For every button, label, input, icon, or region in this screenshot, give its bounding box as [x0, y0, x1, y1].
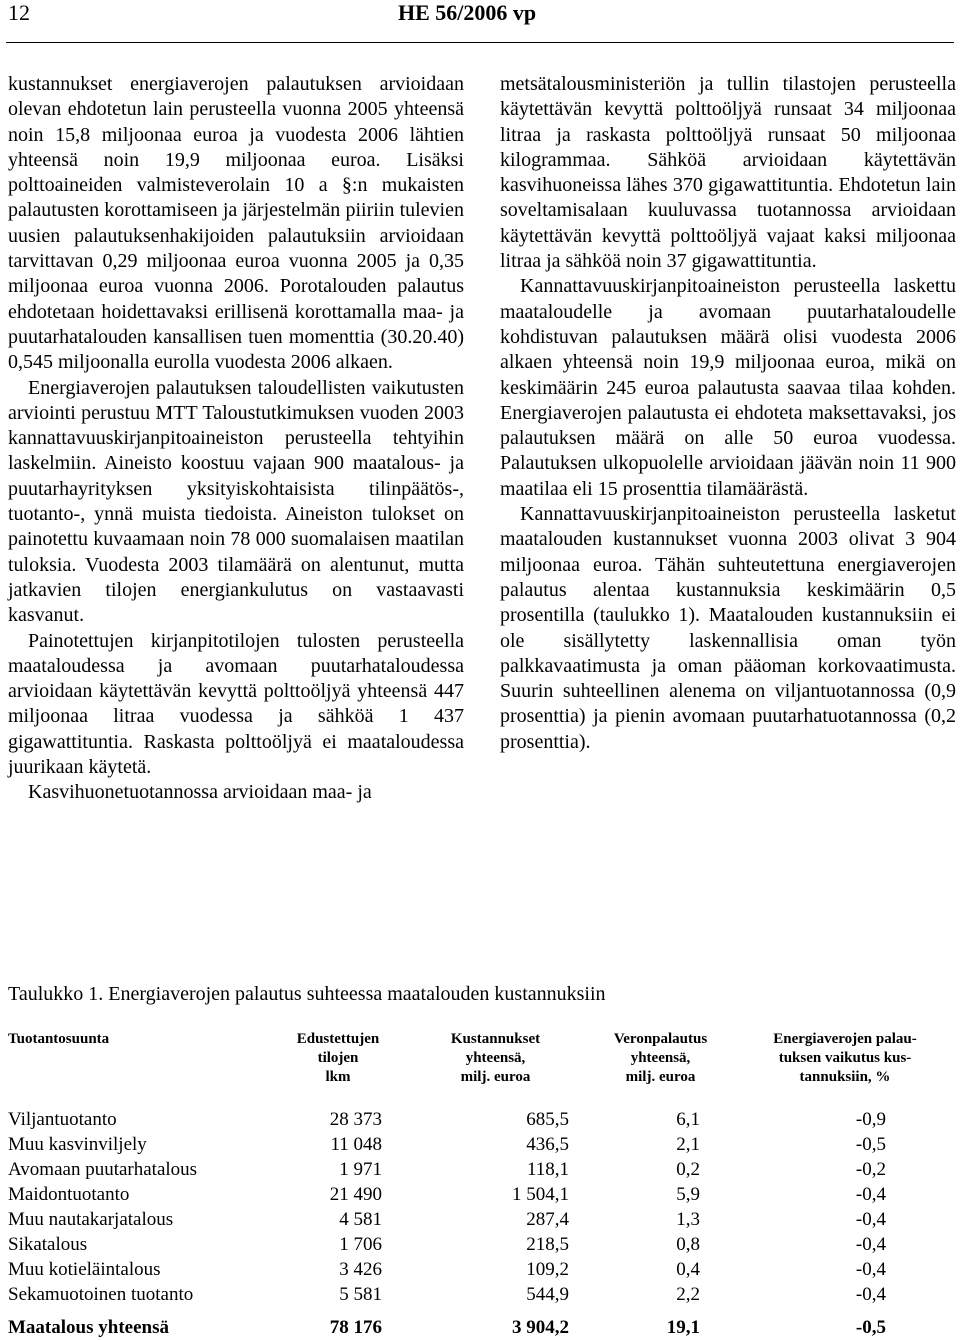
table-cell: 19,1	[666, 1317, 700, 1338]
column-header: Veronpalautus yhteensä, milj. euroa	[613, 1031, 708, 1085]
column-header: Kustannukset yhteensä, milj. euroa	[450, 1031, 541, 1085]
row-label: Sekamuotoinen tuotanto	[8, 1284, 194, 1305]
row-label: Sikatalous	[8, 1234, 88, 1255]
table-row	[8, 1182, 952, 1207]
row-label: Maidontuotanto	[8, 1184, 130, 1205]
page-header	[0, 0, 960, 50]
table-cell: 5,9	[676, 1184, 700, 1205]
table-cell: -0,4	[855, 1259, 886, 1280]
paragraph: Kannattavuuskirjanpitoaineiston perusteella lasketut maatalouden kustannukset vuonna 2003 olivat 3 904 miljoonaa euroa. Tähän suhteutettuna energiaverojen palautus alentaa kustannuksia keskimäärin 0,5 prosentilla (taulukko 1). Maatalouden kustannuksiin ei ole sisällytetty laskennallisia oman työn palkkavaatimusta ja oman pääoman korkovaatimusta. Suurin suhteellinen alenema on viljantuotannossa (0,9 prosenttia) ja pienin avomaan puutarhatuotannossa (0,2 prosenttia).	[500, 503, 956, 753]
table-caption: Taulukko 1. Energiaverojen palautus suhteessa maatalouden kustannuksiin	[8, 983, 606, 1005]
table-cell: 28 373	[329, 1109, 382, 1130]
table-cell: -0,2	[855, 1159, 886, 1180]
table-cell: -0,5	[855, 1134, 886, 1155]
table-cell: 2,2	[676, 1284, 700, 1305]
row-label: Muu kasvinviljely	[8, 1134, 147, 1155]
table-cell: 0,8	[676, 1234, 700, 1255]
table-cell: -0,5	[855, 1317, 886, 1338]
table-cell: -0,4	[855, 1209, 886, 1230]
paragraph: Energiaverojen palautuksen taloudellisten vaikutusten arviointi perustuu MTT Taloustutkimuksen vuoden 2003 kannattavuuskirjanpitoaineiston perusteella tehtyihin laskelmiin. Aineisto koostuu vajaan 900 maatalous- ja puutarhayrityksen yksityiskohtaisista tilinpäätös-, tuotanto-, ynnä muista tiedoista. Aineiston tulokset on painotettu kuvaamaan noin 78 000 suomalaisen maatilan tuloksia. Vuodesta 2003 tilamäärä on alentunut, mutta jatkavien tilojen energiankulutus on vastaavasti kasvanut.	[8, 376, 464, 627]
table-cell: 1 706	[339, 1234, 382, 1255]
table-row	[8, 1157, 952, 1182]
data-table	[8, 1030, 952, 1340]
table-row	[8, 1257, 952, 1282]
table-cell: 21 490	[329, 1184, 382, 1205]
left-text-column	[8, 72, 464, 806]
table-row	[8, 1232, 952, 1257]
table-cell: 4 581	[339, 1209, 382, 1230]
table-cell: 118,1	[526, 1159, 569, 1180]
table-cell: 5 581	[339, 1284, 382, 1305]
paragraph: kustannukset energiaverojen palautuksen arvioidaan olevan ehdotetun lain perusteella vuonna 2005 yhteensä noin 15,8 miljoonaa euroa ja vuodesta 2006 lähtien yhteensä noin 19,9 miljoonaa euroa. Lisäksi polttoaineiden valmisteverolain 10 a §:n mukaisten palautusten korottamiseen ja järjestelmän piiriin tulevien uusien palautuksenhakijoiden palautuksiin arvioidaan tarvittavan 0,29 miljoonaa euroa vuonna 2005 ja 0,35 miljoonaa euroa vuonna 2006. Porotalouden palautus ehdotetaan hoidettavaksi erillisenä korottamalla maa- ja puutarhatalouden kansallisen tuen momenttia (30.20.40) 0,545 miljoonalla eurolla vuodesta 2006 alkaen.	[8, 73, 464, 374]
table-cell: 78 176	[329, 1317, 382, 1338]
table-row	[8, 1207, 952, 1232]
table-cell: 0,4	[676, 1259, 700, 1280]
page-number: 12	[8, 0, 30, 25]
table-cell: 0,2	[676, 1159, 700, 1180]
table-cell: 218,5	[526, 1234, 569, 1255]
row-label: Maatalous yhteensä	[8, 1317, 169, 1338]
table-cell: 1,3	[676, 1209, 700, 1230]
header-rule	[6, 42, 954, 43]
row-label: Avomaan puutarhatalous	[8, 1159, 198, 1180]
column-header: Energiaverojen palau- tuksen vaikutus kus- tannuksiin, %	[773, 1031, 917, 1085]
table-cell: 2,1	[676, 1134, 700, 1155]
table-cell: 3 426	[339, 1259, 382, 1280]
table-cell: -0,4	[855, 1284, 886, 1305]
table-cell: 544,9	[526, 1284, 569, 1305]
table-cell: 3 904,2	[512, 1317, 569, 1338]
table-cell: -0,4	[855, 1184, 886, 1205]
table-cell: 685,5	[526, 1109, 569, 1130]
table-cell: 436,5	[526, 1134, 569, 1155]
table-row	[8, 1107, 952, 1132]
table-cell: 1 971	[339, 1159, 382, 1180]
document-id: HE 56/2006 vp	[398, 0, 537, 25]
row-label: Muu kotieläintalous	[8, 1259, 161, 1280]
table-row	[8, 1282, 952, 1307]
paragraph: Painotettujen kirjanpitotilojen tulosten perusteella maataloudessa ja avomaan puutarhataloudessa arvioidaan käytettävän kevyttä polttoöljyä yhteensä 447 miljoonaa litraa vuodessa ja sähköä 1 437 gigawattituntia. Raskasta polttoöljyä ei maataloudessa juurikaan käytetä.	[8, 629, 464, 779]
right-text-column	[500, 72, 956, 755]
table-row	[8, 1132, 952, 1157]
paragraph: Kasvihuonetuotannossa arvioidaan maa- ja	[28, 781, 372, 804]
table-cell: 1 504,1	[512, 1184, 569, 1205]
paragraph: Kannattavuuskirjanpitoaineiston perusteella laskettu maataloudelle ja avomaan puutarhataloudelle kohdistuvan palautuksen määrä olisi vuodesta 2006 alkaen yhteensä noin 19,9 miljoonaa euroa, mikä on keskimäärin 245 euroa palautusta saavaa tilaa kohden. Energiaverojen palautusta ei ehdoteta maksettavaksi, jos palautuksen määrä on alle 50 euroa vuodessa. Palautuksen ulkopuolelle arvioidaan jäävän noin 11 900 maatilaa eli 15 prosenttia tilamäärästä.	[500, 275, 956, 500]
row-label: Muu nautakarjatalous	[8, 1209, 174, 1230]
table-cell: 6,1	[676, 1109, 700, 1130]
column-header: Tuotantosuunta	[8, 1031, 110, 1047]
table-header-row	[8, 1030, 952, 1087]
table-cell: 11 048	[330, 1134, 382, 1155]
row-label: Viljantuotanto	[8, 1109, 117, 1130]
paragraph: metsätalousministeriön ja tullin tilastojen perusteella käytettävän kevyttä polttoöljyä runsaat 34 miljoonaa litraa ja raskasta polttoöljyä runsaat 50 miljoonaa kilogrammaa. Sähköä arvioidaan käytettävän kasvihuoneissa lähes 370 gigawattituntia. Ehdotetun lain soveltamisalaan kuuluvassa tuotannossa arvioidaan käytettävän kevyttä polttoöljyä vajaat kaksi miljoonaa litraa ja sähköä noin 37 gigawattituntia.	[500, 73, 956, 273]
table-cell: 109,2	[526, 1259, 569, 1280]
table-cell: -0,9	[855, 1109, 886, 1130]
table-cell: -0,4	[855, 1234, 886, 1255]
column-header: Edustettujen tilojen lkm	[296, 1031, 380, 1085]
table-total-row	[8, 1315, 952, 1340]
table-cell: 287,4	[526, 1209, 569, 1230]
